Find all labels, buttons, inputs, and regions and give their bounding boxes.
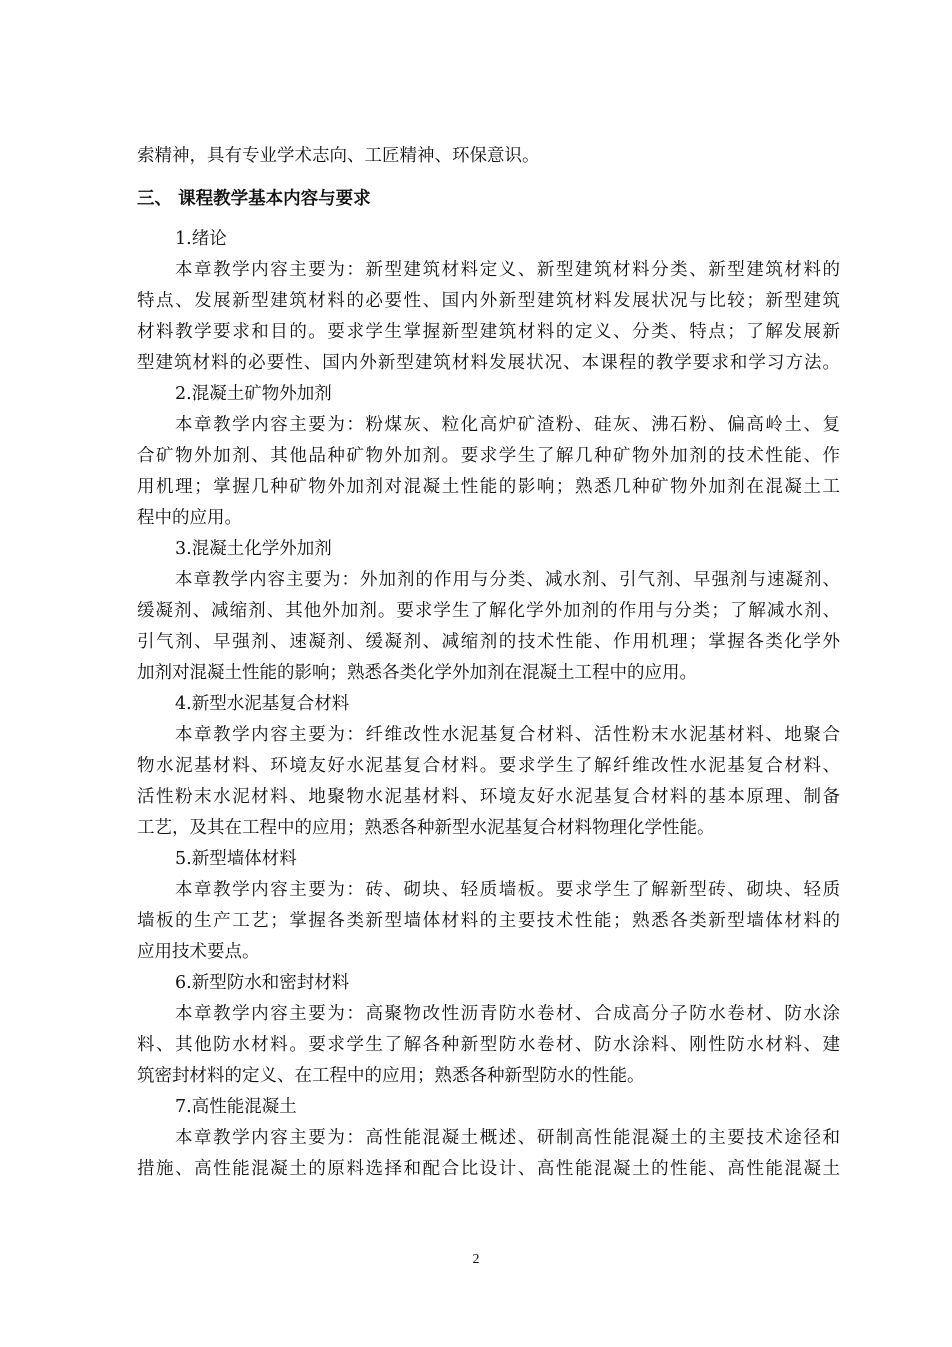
paragraph-line: 筑密封材料的定义、在工程中的应用；熟悉各种新型防水的性能。	[137, 1066, 645, 1086]
paragraph-line: 特点、发展新型建筑材料的必要性、国内外新型建筑材料发展状况与比较；新型建筑	[137, 291, 840, 311]
paragraph-line: 引气剂、早强剂、速凝剂、缓凝剂、减缩剂的技术性能、作用机理；掌握各类化学外	[137, 632, 840, 652]
paragraph-line: 用机理；掌握几种矿物外加剂对混凝土性能的影响；熟悉几种矿物外加剂在混凝土工	[137, 477, 840, 497]
paragraph-line: 本章教学内容主要为：砖、砌块、轻质墙板。要求学生了解新型砖、砌块、轻质	[175, 880, 840, 900]
paragraph-line: 本章教学内容主要为：高性能混凝土概述、研制高性能混凝土的主要技术途径和	[175, 1128, 840, 1148]
paragraph-line: 缓凝剂、减缩剂、其他外加剂。要求学生了解化学外加剂的作用与分类；了解减水剂、	[137, 601, 840, 621]
paragraph-line: 物水泥基材料、环境友好水泥基复合材料。要求学生了解纤维改性水泥基复合材料、	[137, 756, 840, 776]
chapter-title: 4.新型水泥基复合材料	[175, 694, 350, 714]
paragraph-line: 型建筑材料的必要性、国内外新型建筑材料发展状况、本课程的教学要求和学习方法。	[137, 353, 840, 373]
text-line: 索精神，具有专业学术志向、工匠精神、环保意识。	[137, 146, 540, 166]
paragraph-line: 墙板的生产工艺；掌握各类新型墙体材料的主要技术性能；熟悉各类新型墙体材料的	[137, 911, 840, 931]
paragraph-line: 材料教学要求和目的。要求学生掌握新型建筑材料的定义、分类、特点；了解发展新	[137, 322, 840, 342]
paragraph-line: 本章教学内容主要为：粉煤灰、粒化高炉矿渣粉、硅灰、沸石粉、偏高岭土、复	[175, 415, 840, 435]
chapter-title: 5.新型墙体材料	[175, 849, 297, 869]
page-number: 2	[472, 1252, 480, 1267]
paragraph-line: 本章教学内容主要为：外加剂的作用与分类、减水剂、引气剂、早强剂与速凝剂、	[175, 570, 840, 590]
section-heading: 三、 课程教学基本内容与要求	[137, 189, 371, 209]
paragraph-line: 措施、高性能混凝土的原料选择和配合比设计、高性能混凝土的性能、高性能混凝土	[137, 1159, 840, 1179]
chapter-title: 3.混凝土化学外加剂	[175, 539, 332, 559]
paragraph-line: 活性粉末水泥材料、地聚物水泥基材料、环境友好水泥基复合材料的基本原理、制备	[137, 787, 840, 807]
paragraph-line: 程中的应用。	[137, 508, 242, 528]
paragraph-line: 工艺，及其在工程中的应用；熟悉各种新型水泥基复合材料物理化学性能。	[137, 818, 715, 838]
chapter-title: 7.高性能混凝土	[175, 1097, 297, 1117]
paragraph-line: 本章教学内容主要为：新型建筑材料定义、新型建筑材料分类、新型建筑材料的	[175, 260, 840, 280]
chapter-title: 6.新型防水和密封材料	[175, 973, 350, 993]
paragraph-line: 本章教学内容主要为：纤维改性水泥基复合材料、活性粉末水泥基材料、地聚合	[175, 725, 840, 745]
chapter-title: 1.绪论	[175, 229, 227, 249]
paragraph-line: 应用技术要点。	[137, 942, 260, 962]
paragraph-line: 加剂对混凝土性能的影响；熟悉各类化学外加剂在混凝土工程中的应用。	[137, 663, 697, 683]
paragraph-line: 合矿物外加剂、其他品种矿物外加剂。要求学生了解几种矿物外加剂的技术性能、作	[137, 446, 840, 466]
paragraph-line: 料、其他防水材料。要求学生了解各种新型防水卷材、防水涂料、刚性防水材料、建	[137, 1035, 840, 1055]
paragraph-line: 本章教学内容主要为：高聚物改性沥青防水卷材、合成高分子防水卷材、防水涂	[175, 1004, 840, 1024]
chapter-title: 2.混凝土矿物外加剂	[175, 384, 332, 404]
